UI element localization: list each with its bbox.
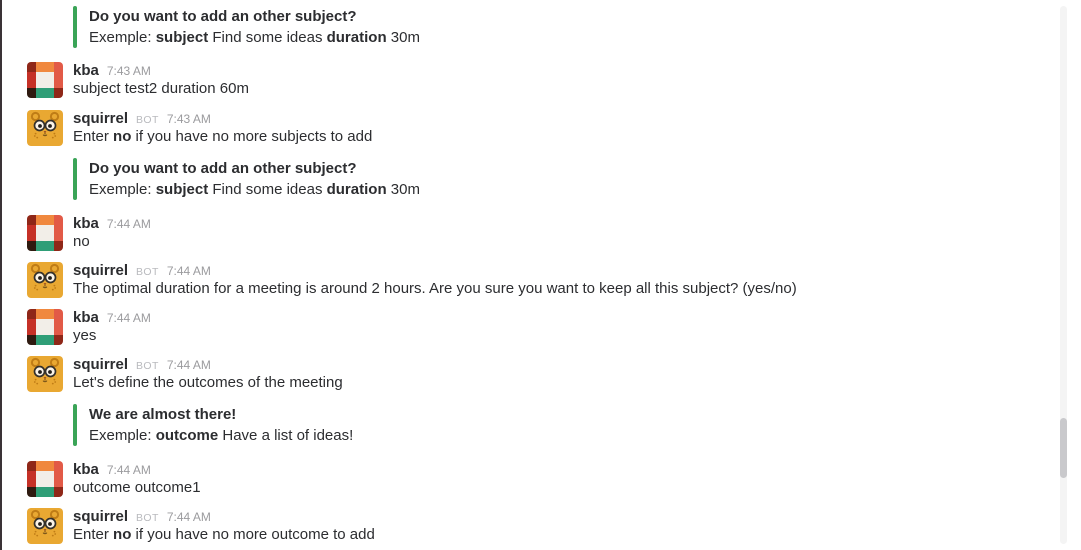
timestamp[interactable]: 7:44 AM bbox=[106, 463, 151, 477]
attachment bbox=[73, 404, 1081, 446]
attachment-title: We are almost there! bbox=[89, 406, 237, 423]
message-group bbox=[27, 508, 1081, 544]
timestamp[interactable]: 7:44 AM bbox=[106, 217, 151, 231]
username[interactable]: squirrel bbox=[73, 508, 129, 525]
message-meta bbox=[73, 461, 1081, 478]
attachment-title: Do you want to add an other subject? bbox=[89, 8, 357, 25]
timestamp[interactable]: 7:44 AM bbox=[166, 358, 211, 372]
attachment bbox=[73, 6, 1081, 48]
message-meta bbox=[73, 110, 1081, 127]
sidebar-edge bbox=[0, 0, 2, 550]
message-meta bbox=[73, 62, 1081, 79]
timestamp[interactable]: 7:44 AM bbox=[166, 264, 211, 278]
message-group bbox=[27, 461, 1081, 497]
message-text: Enter no if you have no more subjects to add bbox=[73, 128, 373, 145]
message-meta bbox=[73, 215, 1081, 232]
username[interactable]: kba bbox=[73, 215, 99, 232]
message-meta bbox=[73, 356, 1081, 373]
message-text: yes bbox=[73, 327, 97, 344]
bot-badge: BOT bbox=[136, 114, 159, 126]
message-meta bbox=[73, 508, 1081, 525]
timestamp[interactable]: 7:43 AM bbox=[106, 64, 151, 78]
message-group bbox=[27, 356, 1081, 446]
bot-avatar-squirrel[interactable] bbox=[27, 262, 63, 298]
bot-avatar-squirrel[interactable] bbox=[27, 356, 63, 392]
scrollbar-thumb[interactable] bbox=[1060, 418, 1067, 478]
user-avatar-kba[interactable] bbox=[27, 62, 63, 98]
message-text: Enter no if you have no more outcome to add bbox=[73, 526, 375, 543]
username[interactable]: squirrel bbox=[73, 110, 129, 127]
message-meta bbox=[73, 262, 1081, 279]
username[interactable]: squirrel bbox=[73, 262, 129, 279]
user-avatar-kba[interactable] bbox=[27, 309, 63, 345]
timestamp[interactable]: 7:44 AM bbox=[106, 311, 151, 325]
username[interactable]: kba bbox=[73, 309, 99, 326]
message-group bbox=[27, 62, 1081, 98]
message-text: The optimal duration for a meeting is around 2 hours. Are you sure you want to keep all this subject? (yes/no) bbox=[73, 280, 797, 297]
message-text: no bbox=[73, 233, 90, 250]
username[interactable]: kba bbox=[73, 62, 99, 79]
timestamp[interactable]: 7:44 AM bbox=[166, 510, 211, 524]
attachment bbox=[73, 158, 1081, 200]
user-avatar-kba[interactable] bbox=[27, 461, 63, 497]
username[interactable]: squirrel bbox=[73, 356, 129, 373]
attachment-bar bbox=[73, 6, 77, 48]
bot-avatar-squirrel[interactable] bbox=[27, 508, 63, 544]
user-avatar-kba[interactable] bbox=[27, 215, 63, 251]
bot-badge: BOT bbox=[136, 266, 159, 278]
username[interactable]: kba bbox=[73, 461, 99, 478]
message-text: subject test2 duration 60m bbox=[73, 80, 249, 97]
attachment-bar bbox=[73, 404, 77, 446]
message-meta bbox=[73, 309, 1081, 326]
bot-avatar-squirrel[interactable] bbox=[27, 110, 63, 146]
attachment-text: Exemple: subject Find some ideas duration 30m bbox=[89, 29, 420, 46]
attachment-text: Exemple: outcome Have a list of ideas! bbox=[89, 427, 354, 444]
message-group bbox=[27, 215, 1081, 251]
message-group bbox=[27, 110, 1081, 200]
attachment-title: Do you want to add an other subject? bbox=[89, 160, 357, 177]
message-text: outcome outcome1 bbox=[73, 479, 201, 496]
message-text: Let's define the outcomes of the meeting bbox=[73, 374, 343, 391]
bot-badge: BOT bbox=[136, 512, 159, 524]
message-group bbox=[27, 262, 1081, 298]
attachment-bar bbox=[73, 158, 77, 200]
attachment-text: Exemple: subject Find some ideas duration 30m bbox=[89, 181, 420, 198]
bot-badge: BOT bbox=[136, 360, 159, 372]
message-group bbox=[27, 309, 1081, 345]
timestamp[interactable]: 7:43 AM bbox=[166, 112, 211, 126]
